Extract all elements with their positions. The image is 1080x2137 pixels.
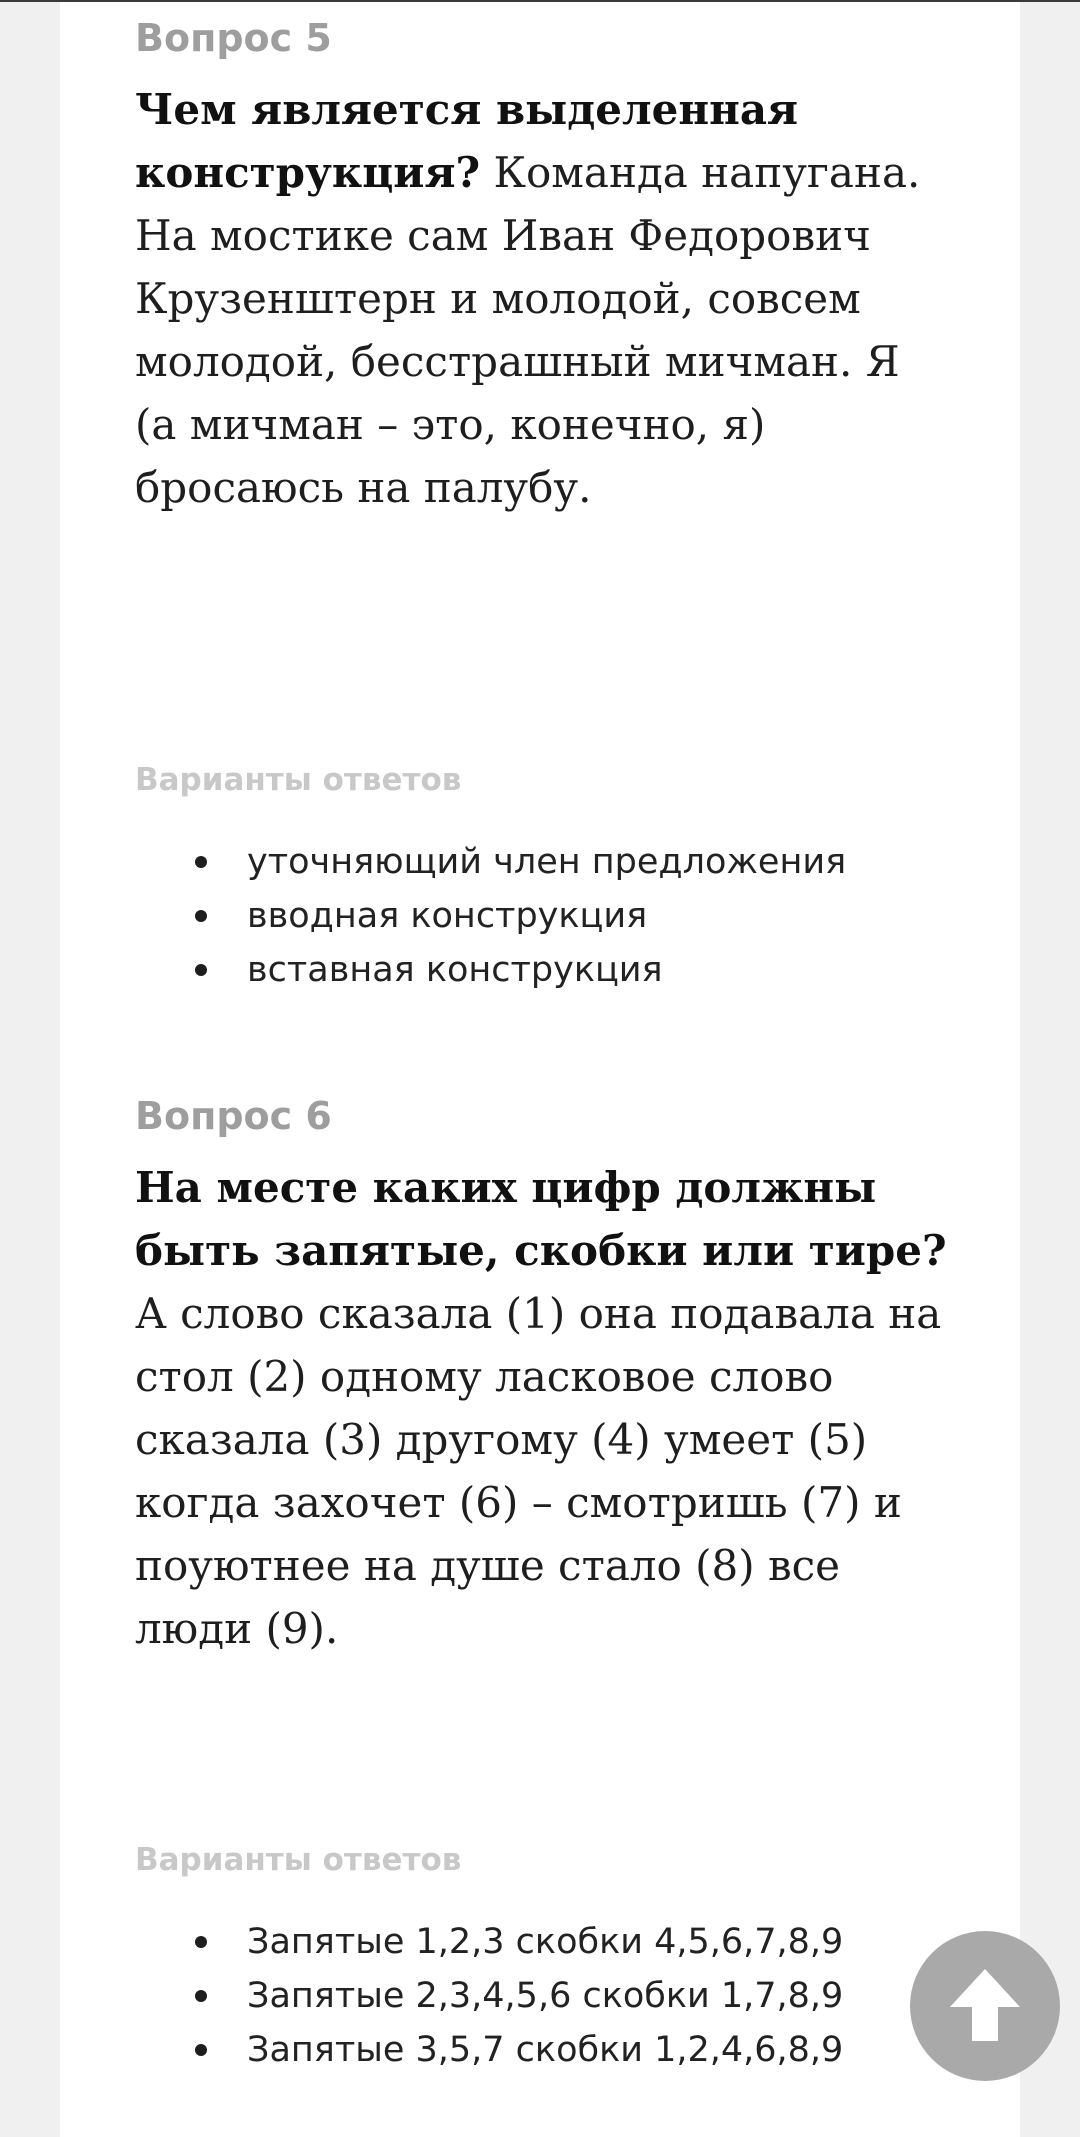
bullet-icon	[195, 856, 207, 868]
question-text-line: конструкция? Команда напугана.	[135, 148, 921, 197]
answer-list	[135, 835, 846, 997]
answer-option: Запятые 1,2,3 скобки 4,5,6,7,8,9	[135, 1915, 843, 1969]
bullet-icon	[195, 910, 207, 922]
question-text-line: Чем является выделенная	[135, 85, 799, 134]
question-text-line: бросаюсь на палубу.	[135, 463, 592, 512]
bullet-icon	[195, 1936, 207, 1948]
arrow-up-icon	[910, 1931, 1060, 2081]
answer-option: Запятые 2,3,4,5,6 скобки 1,7,8,9	[135, 1969, 843, 2023]
answer-option: вводная конструкция	[135, 889, 846, 943]
question-text-line: когда захочет (6) – смотришь (7) и	[135, 1478, 902, 1527]
answers-label: Варианты ответов	[135, 1842, 462, 1878]
question-text-line: На мостике сам Иван Федорович	[135, 211, 871, 260]
question-text-line: стол (2) одному ласковое слово	[135, 1352, 834, 1401]
question-text-line: молодой, бесстрашный мичман. Я	[135, 337, 900, 386]
question-text-line: люди (9).	[135, 1604, 339, 1653]
question-text-line: сказала (3) другому (4) умеет (5)	[135, 1415, 868, 1464]
answers-label: Варианты ответов	[135, 762, 462, 798]
scroll-to-top-button[interactable]	[910, 1931, 1060, 2081]
question-number: Вопрос 5	[135, 16, 332, 60]
question-text	[135, 78, 965, 519]
question-text-line: (а мичман – это, конечно, я)	[135, 400, 766, 449]
answer-option: вставная конструкция	[135, 943, 846, 997]
question-number: Вопрос 6	[135, 1094, 332, 1138]
answer-list	[135, 1915, 843, 2077]
question-text-line: быть запятые, скобки или тире?	[135, 1226, 947, 1275]
question-text-line: На месте каких цифр должны	[135, 1163, 877, 1212]
question-text-line: Крузенштерн и молодой, совсем	[135, 274, 861, 323]
question-text-line: поуютнее на душе стало (8) все	[135, 1541, 841, 1590]
answer-option: Запятые 3,5,7 скобки 1,2,4,6,8,9	[135, 2023, 843, 2077]
bullet-icon	[195, 2044, 207, 2056]
bullet-icon	[195, 1990, 207, 2002]
answer-option: уточняющий член предложения	[135, 835, 846, 889]
question-text	[135, 1156, 965, 1660]
bullet-icon	[195, 964, 207, 976]
question-text-line: А слово сказала (1) она подавала на	[135, 1289, 942, 1338]
